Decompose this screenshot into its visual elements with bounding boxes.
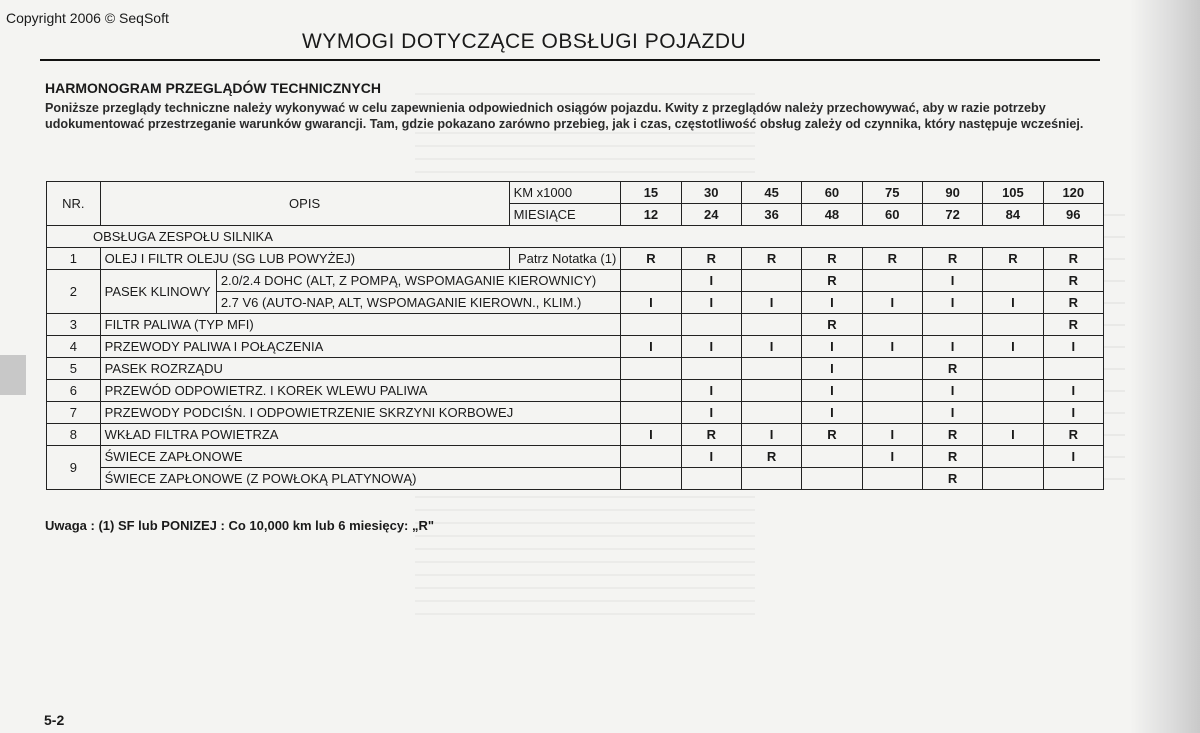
- schedule-mark: I: [1043, 446, 1103, 468]
- schedule-mark: R: [922, 468, 982, 490]
- schedule-mark: I: [681, 402, 741, 424]
- schedule-mark: I: [922, 336, 982, 358]
- schedule-mark: I: [621, 336, 681, 358]
- schedule-mark: I: [621, 424, 681, 446]
- schedule-mark: I: [741, 336, 801, 358]
- page-title: WYMOGI DOTYCZĄCE OBSŁUGI POJAZDU: [298, 30, 750, 54]
- table-row: [47, 248, 1104, 270]
- schedule-mark: [741, 468, 801, 490]
- row-note: Patrz Notatka (1): [509, 248, 621, 270]
- schedule-mark: [983, 358, 1043, 380]
- km-value: 75: [862, 182, 922, 204]
- section-title: HARMONOGRAM PRZEGLĄDÓW TECHNICZNYCH: [45, 80, 387, 96]
- km-value: 120: [1043, 182, 1103, 204]
- months-value: 12: [621, 204, 681, 226]
- schedule-mark: I: [983, 336, 1043, 358]
- row-description: ŚWIECE ZAPŁONOWE (Z POWŁOKĄ PLATYNOWĄ): [100, 468, 621, 490]
- schedule-mark: R: [681, 424, 741, 446]
- row-number: 2: [47, 270, 101, 314]
- schedule-mark: I: [681, 292, 741, 314]
- schedule-mark: I: [862, 292, 922, 314]
- row-description: PRZEWODY PODCIŚN. I ODPOWIETRZENIE SKRZYNI KORBOWEJ: [100, 402, 621, 424]
- chapter-tab-shadow: [0, 355, 26, 395]
- schedule-mark: R: [802, 424, 862, 446]
- schedule-mark: [621, 402, 681, 424]
- schedule-mark: I: [681, 446, 741, 468]
- schedule-mark: I: [741, 424, 801, 446]
- table-row: [47, 402, 1104, 424]
- km-value: 15: [621, 182, 681, 204]
- schedule-mark: R: [1043, 248, 1103, 270]
- schedule-mark: I: [1043, 380, 1103, 402]
- schedule-mark: I: [922, 380, 982, 402]
- schedule-mark: [741, 402, 801, 424]
- schedule-mark: I: [802, 336, 862, 358]
- maintenance-schedule-table: [46, 181, 1104, 490]
- schedule-mark: [862, 314, 922, 336]
- schedule-mark: [621, 468, 681, 490]
- table-row: [47, 336, 1104, 358]
- schedule-mark: R: [922, 248, 982, 270]
- schedule-mark: I: [862, 424, 922, 446]
- schedule-mark: [681, 314, 741, 336]
- title-divider: [40, 59, 1100, 61]
- schedule-mark: [621, 314, 681, 336]
- schedule-mark: R: [1043, 270, 1103, 292]
- km-value: 90: [922, 182, 982, 204]
- schedule-mark: I: [802, 292, 862, 314]
- months-value: 48: [802, 204, 862, 226]
- schedule-mark: [621, 446, 681, 468]
- schedule-mark: [802, 468, 862, 490]
- header-row-km: [47, 182, 1104, 204]
- schedule-mark: [862, 468, 922, 490]
- row-number: 4: [47, 336, 101, 358]
- table-row: [47, 424, 1104, 446]
- schedule-mark: I: [681, 380, 741, 402]
- row-description: ŚWIECE ZAPŁONOWE: [100, 446, 621, 468]
- schedule-mark: R: [621, 248, 681, 270]
- table-row: [47, 446, 1104, 468]
- row-number: 7: [47, 402, 101, 424]
- schedule-mark: [983, 380, 1043, 402]
- group-label: OBSŁUGA ZESPOŁU SILNIKA: [47, 226, 1104, 248]
- schedule-mark: I: [1043, 336, 1103, 358]
- copyright-notice: Copyright 2006 © SeqSoft: [6, 10, 169, 26]
- schedule-mark: I: [862, 446, 922, 468]
- table-row: [47, 314, 1104, 336]
- schedule-mark: [681, 358, 741, 380]
- schedule-mark: [862, 402, 922, 424]
- row-number: 3: [47, 314, 101, 336]
- schedule-mark: [621, 380, 681, 402]
- months-label: MIESIĄCE: [509, 204, 621, 226]
- schedule-mark: R: [862, 248, 922, 270]
- row-description: PRZEWODY PALIWA I POŁĄCZENIA: [100, 336, 621, 358]
- schedule-mark: R: [983, 248, 1043, 270]
- row-group-label: PASEK KLINOWY: [100, 270, 216, 314]
- row-description: 2.0/2.4 DOHC (ALT, Z POMPĄ, WSPOMAGANIE KIEROWNICY): [216, 270, 620, 292]
- row-description: PRZEWÓD ODPOWIETRZ. I KOREK WLEWU PALIWA: [100, 380, 621, 402]
- row-number: 9: [47, 446, 101, 490]
- schedule-mark: [922, 314, 982, 336]
- schedule-mark: [741, 314, 801, 336]
- row-description: OLEJ I FILTR OLEJU (SG LUB POWYŻEJ): [100, 248, 509, 270]
- row-description: WKŁAD FILTRA POWIETRZA: [100, 424, 621, 446]
- km-value: 30: [681, 182, 741, 204]
- schedule-mark: I: [741, 292, 801, 314]
- schedule-mark: I: [983, 292, 1043, 314]
- group-row: [47, 226, 1104, 248]
- schedule-mark: R: [802, 270, 862, 292]
- schedule-mark: [1043, 358, 1103, 380]
- schedule-mark: [983, 314, 1043, 336]
- schedule-mark: [862, 270, 922, 292]
- schedule-mark: R: [922, 358, 982, 380]
- schedule-mark: [862, 380, 922, 402]
- schedule-mark: R: [1043, 314, 1103, 336]
- km-value: 60: [802, 182, 862, 204]
- schedule-mark: R: [802, 314, 862, 336]
- schedule-mark: I: [983, 424, 1043, 446]
- km-value: 45: [741, 182, 801, 204]
- schedule-mark: R: [681, 248, 741, 270]
- schedule-mark: [741, 380, 801, 402]
- schedule-mark: I: [922, 270, 982, 292]
- months-value: 36: [741, 204, 801, 226]
- row-description: 2.7 V6 (AUTO-NAP, ALT, WSPOMAGANIE KIEROWN., KLIM.): [216, 292, 620, 314]
- schedule-mark: I: [922, 402, 982, 424]
- schedule-mark: [983, 446, 1043, 468]
- schedule-mark: [802, 446, 862, 468]
- schedule-mark: I: [621, 292, 681, 314]
- months-value: 84: [983, 204, 1043, 226]
- months-value: 96: [1043, 204, 1103, 226]
- row-number: 5: [47, 358, 101, 380]
- schedule-mark: R: [922, 446, 982, 468]
- row-number: 6: [47, 380, 101, 402]
- row-number: 8: [47, 424, 101, 446]
- schedule-mark: [741, 358, 801, 380]
- schedule-mark: [862, 358, 922, 380]
- schedule-mark: I: [802, 402, 862, 424]
- schedule-mark: [621, 270, 681, 292]
- row-number: 1: [47, 248, 101, 270]
- months-value: 60: [862, 204, 922, 226]
- km-value: 105: [983, 182, 1043, 204]
- footnote: Uwaga : (1) SF lub PONIZEJ : Co 10,000 km lub 6 miesięcy: „R": [45, 518, 435, 533]
- schedule-mark: I: [1043, 402, 1103, 424]
- schedule-mark: R: [1043, 292, 1103, 314]
- schedule-mark: I: [862, 336, 922, 358]
- table-row: [47, 358, 1104, 380]
- table-row: [47, 468, 1104, 490]
- nr-header: NR.: [47, 182, 101, 226]
- opis-header: OPIS: [100, 182, 509, 226]
- schedule-mark: R: [741, 248, 801, 270]
- schedule-mark: R: [922, 424, 982, 446]
- schedule-mark: [621, 358, 681, 380]
- schedule-mark: R: [802, 248, 862, 270]
- km-label: KM x1000: [509, 182, 621, 204]
- schedule-mark: [681, 468, 741, 490]
- page-number: 5-2: [44, 712, 65, 728]
- schedule-mark: [741, 270, 801, 292]
- schedule-mark: I: [681, 270, 741, 292]
- intro-paragraph: Poniższe przeglądy techniczne należy wykonywać w celu zapewnienia odpowiednich osiągów pojazdu. Kwity z przeglądów należy przechowywać, aby w razie potrzeby udokumentować przestrzeganie warunków gwarancji. Tam, gdzie pokazano zarówno przebieg, jak i czas, częstotliwość obsług zależy od czynnika, który następuje wcześniej.: [45, 100, 1107, 132]
- schedule-mark: [983, 468, 1043, 490]
- row-description: FILTR PALIWA (TYP MFI): [100, 314, 621, 336]
- months-value: 24: [681, 204, 741, 226]
- schedule-mark: I: [802, 358, 862, 380]
- page-edge-shadow: [1130, 0, 1200, 733]
- table-row: [47, 270, 1104, 292]
- row-description: PASEK ROZRZĄDU: [100, 358, 621, 380]
- schedule-mark: [1043, 468, 1103, 490]
- schedule-mark: R: [1043, 424, 1103, 446]
- schedule-mark: [983, 402, 1043, 424]
- table-row: [47, 380, 1104, 402]
- schedule-mark: I: [802, 380, 862, 402]
- schedule-mark: R: [741, 446, 801, 468]
- months-value: 72: [922, 204, 982, 226]
- schedule-mark: I: [681, 336, 741, 358]
- schedule-mark: [983, 270, 1043, 292]
- schedule-mark: I: [922, 292, 982, 314]
